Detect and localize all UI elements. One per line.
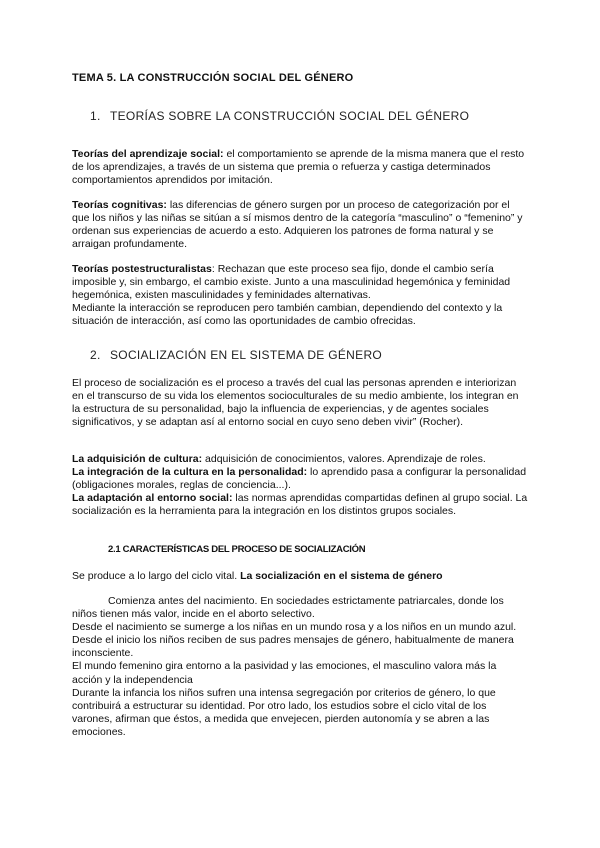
paragraph-aprendizaje-social: Teorías del aprendizaje social: el comportamiento se aprende de la misma manera que el resto de los aprendizajes, a través de un sistema que premia o refuerza y castiga determinados comportamientos aprendidos por imitación. <box>72 148 525 187</box>
label-teorias-cognitivas: Teorías cognitivas: <box>72 199 167 211</box>
section-2-title: SOCIALIZACIÓN EN EL SISTEMA DE GÉNERO <box>110 348 383 362</box>
paragraph-teorias-cognitivas: Teorías cognitivas: las diferencias de género surgen por un proceso de categorización por el que los niños y las niñas se sitúan a sí mismos dentro de la categoría “masculino” o “femenino” y ordenan sus experiencias de acuerdo a esto. Adquieren los patrones de forma natural y se arraigan profundamente. <box>72 199 523 251</box>
label-aprendizaje-social: Teorías del aprendizaje social: <box>72 148 224 160</box>
section-1-title: TEORÍAS SOBRE LA CONSTRUCCIÓN SOCIAL DEL GÉNERO <box>110 109 470 123</box>
paragraph-caracteristicas: Comienza antes del nacimiento. En sociedades estrictamente patriarcales, donde los niños tienen más valor, incide en el aborto selectivo. Desde el nacimiento se sumerge a los niñas en un mundo rosa y a los niños en un mundo azul. Desde el inicio los niños reciben de sus padres mensajes de género, habitualmente de manera inconsciente. El mundo femenino gira entorno a la pasividad y las emociones, el masculino valora más la acción y la independencia Durante la infancia los niños sufren una intensa segregación por criterios de género, lo que contribuirá a estructurar su identidad. Por otro lado, los estudios sobre el ciclo vital de los varones, afirman que éstos, a medida que envejecen, pierden autonomía y se abren a las emociones. <box>72 595 517 738</box>
paragraph-proceso-socializacion: El proceso de socialización es el proceso a través del cual las personas aprenden e interiorizan en el transcurso de su vida los elementos socioculturales de su medio ambiente, los integran en la estructura de su personalidad, bajo la influencia de experiencias, y de agentes sociales significativos, y se adaptan así al entorno social en cuyo seno deben vivir” (Rocher). <box>72 377 519 429</box>
section-2-heading <box>90 349 382 362</box>
document-title: TEMA 5. LA CONSTRUCCIÓN SOCIAL DEL GÉNERO <box>72 72 354 84</box>
paragraph-postestructuralistas: Teorías postestructuralistas: Rechazan que este proceso sea fijo, donde el cambio sería imposible y, sin embargo, el cambio existe. Junto a una masculinidad hegemónica y feminidad hegemónica, existen masculinidades y feminidades alternativas. Mediante la interacción se reproducen pero también cambian, dependiendo del contexto y la situación de interacción, así como las oportunidades de cambio ofrecidas. <box>72 263 511 328</box>
section-2-number: 2. <box>90 348 101 362</box>
paragraph-dimensiones: La adquisición de cultura: adquisición de conocimientos, valores. Aprendizaje de roles. La integración de la cultura en la personalidad: lo aprendido pasa a configurar la personalidad (obligaciones morales, reglas de conciencia...). La adaptación al entorno social: las normas aprendidas compartidas definen al grupo social. La socialización es la herramienta para la integración en los distintos grupos sociales. <box>72 453 528 518</box>
subsection-2-1-heading: 2.1 CARACTERÍSTICAS DEL PROCESO DE SOCIALIZACIÓN <box>108 544 366 555</box>
section-1-heading <box>90 110 469 123</box>
label-postestructuralistas: Teorías postestructuralistas <box>72 263 212 275</box>
paragraph-ciclo-vital: Se produce a lo largo del ciclo vital. La socialización en el sistema de género <box>72 570 443 582</box>
section-1-number: 1. <box>90 109 101 123</box>
